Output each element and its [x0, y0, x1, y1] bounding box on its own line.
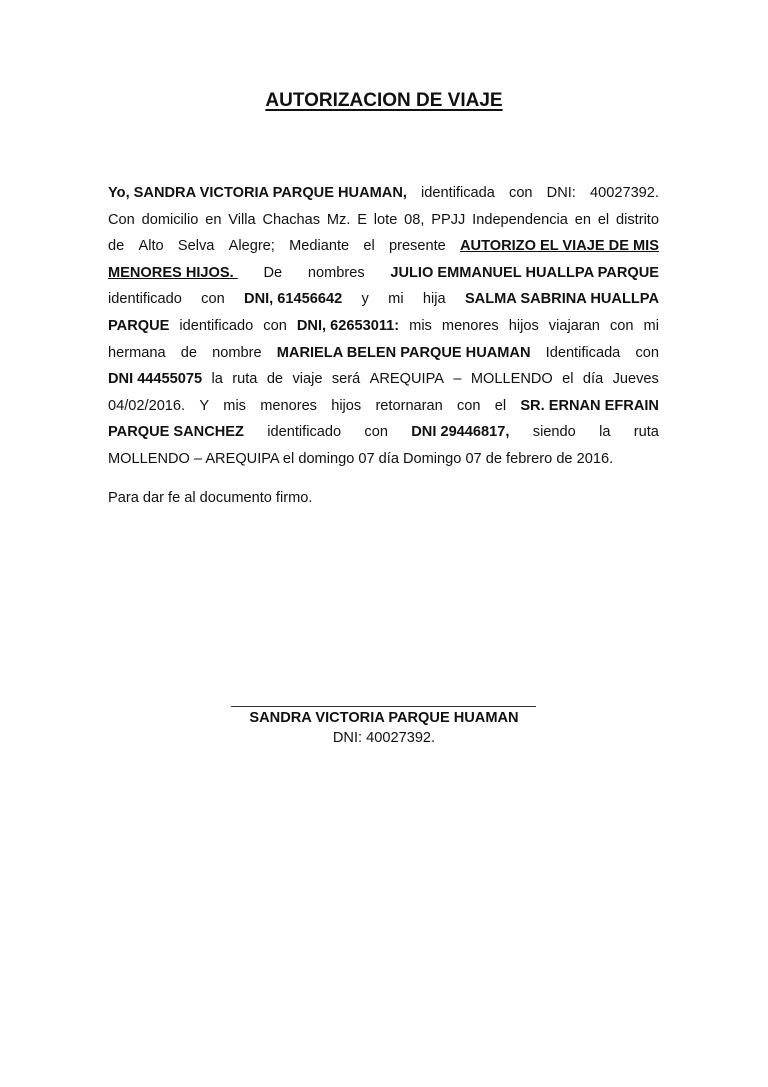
paragraph-line-8 — [108, 366, 659, 393]
text: día — [582, 371, 604, 388]
text: la — [211, 371, 223, 388]
text: identificado — [179, 317, 254, 334]
paragraph-line-5 — [108, 286, 659, 313]
signature-line — [231, 706, 536, 707]
text: Con — [108, 211, 135, 228]
text: el — [494, 397, 507, 414]
paragraph-line-3 — [108, 233, 659, 260]
text: E — [357, 211, 367, 228]
signatory-name: SANDRA VICTORIA PARQUE HUAMAN — [249, 710, 519, 726]
text: hijos — [508, 317, 539, 334]
text: Independencia — [472, 211, 568, 228]
text: con — [509, 185, 533, 201]
text: 04/02/2016. — [108, 397, 186, 414]
text: de — [108, 238, 125, 255]
text: viajaran — [548, 317, 600, 334]
return-companion-name: SR. ERNAN EFRAIN — [520, 397, 659, 414]
text: en — [574, 211, 591, 228]
paragraph-line-10 — [108, 419, 659, 446]
text: Selva — [177, 238, 215, 255]
paragraph-line-1 — [108, 180, 659, 207]
text: menores — [441, 317, 499, 334]
text: Identificada — [545, 344, 621, 361]
text: ruta — [633, 424, 659, 441]
text: domicilio — [141, 211, 199, 228]
daughter-name-cont: PARQUE — [108, 317, 170, 334]
text: Alegre; — [228, 238, 275, 255]
text: AREQUIPA — [369, 371, 444, 388]
authorization-statement-cont: MENORES HIJOS. — [108, 264, 238, 281]
signatory-dni: DNI: 40027392. — [332, 730, 436, 746]
text: retornaran — [375, 397, 443, 414]
son-dni: DNI, 61456642 — [244, 291, 343, 308]
text: viaje — [292, 371, 323, 388]
paragraph-line-9 — [108, 393, 659, 420]
text: menores — [260, 397, 317, 414]
text: el — [597, 211, 610, 228]
text: Mediante — [289, 238, 350, 255]
text: con — [457, 397, 481, 414]
paragraph-line-7 — [108, 340, 659, 367]
companion-name: MARIELA BELEN PARQUE HUAMAN — [276, 344, 531, 361]
text: lote — [373, 211, 398, 228]
text: hijos — [331, 397, 362, 414]
return-companion-dni: DNI 29446817, — [411, 424, 510, 441]
text: identificada — [421, 185, 495, 201]
document-title-text: AUTORIZACION DE VIAJE — [265, 90, 503, 111]
text: con — [635, 344, 659, 361]
return-companion-name-cont: PARQUE SANCHEZ — [108, 424, 244, 441]
closing-statement: Para dar fe al documento firmo. — [108, 490, 313, 506]
text: – — [453, 371, 462, 388]
text: identificado — [108, 291, 182, 308]
text: MOLLENDO — [470, 371, 553, 388]
paragraph-line-4 — [108, 260, 659, 287]
text: de — [266, 371, 284, 388]
text: PPJJ — [431, 211, 466, 228]
text: De — [263, 264, 283, 281]
text: Chachas — [262, 211, 321, 228]
paragraph-line-11 — [108, 446, 659, 473]
document-title — [0, 90, 768, 112]
text: con — [364, 424, 388, 441]
text: con — [201, 291, 225, 308]
text: en — [205, 211, 222, 228]
text: nombre — [212, 344, 262, 361]
text: 08, — [404, 211, 425, 228]
text: con — [609, 317, 634, 334]
text: Mz. — [326, 211, 351, 228]
text: hermana — [108, 344, 166, 361]
text: Y — [199, 397, 210, 414]
text: mis — [409, 317, 432, 334]
daughter-dni: DNI, 62653011: — [296, 317, 400, 334]
text: hija — [422, 291, 446, 308]
text: mis — [223, 397, 246, 414]
text: distrito — [616, 211, 659, 228]
text: el — [562, 371, 574, 388]
text: será — [331, 371, 361, 388]
text: mi — [643, 317, 659, 334]
text: MOLLENDO – AREQUIPA el domingo 07 día Domingo 07 de febrero de 2016. — [108, 450, 614, 467]
text: siendo — [532, 424, 576, 441]
text: presente — [388, 238, 446, 255]
text: Villa — [228, 211, 256, 228]
daughter-name: SALMA SABRINA HUALLPA — [464, 291, 659, 308]
text: Jueves — [612, 371, 659, 388]
text: nombres — [307, 264, 365, 281]
paragraph-line-6 — [108, 313, 659, 340]
text: la — [599, 424, 611, 441]
grantor-name: Yo, SANDRA VICTORIA PARQUE HUAMAN, — [108, 185, 407, 201]
text: DNI: — [546, 185, 576, 201]
grantor-dni: 40027392. — [589, 185, 659, 201]
text: y — [361, 291, 369, 308]
text: el — [363, 238, 375, 255]
authorization-statement: AUTORIZO EL VIAJE DE MIS — [460, 238, 659, 255]
text: ruta — [232, 371, 258, 388]
text: Alto — [138, 238, 164, 255]
companion-dni: DNI 44455075 — [108, 371, 203, 388]
text: de — [180, 344, 197, 361]
text: con — [263, 317, 287, 334]
son-name: JULIO EMMANUEL HUALLPA PARQUE — [390, 264, 659, 281]
authorization-paragraph — [108, 180, 659, 473]
text: identificado — [267, 424, 342, 441]
text: mi — [388, 291, 404, 308]
paragraph-line-2 — [108, 207, 659, 234]
